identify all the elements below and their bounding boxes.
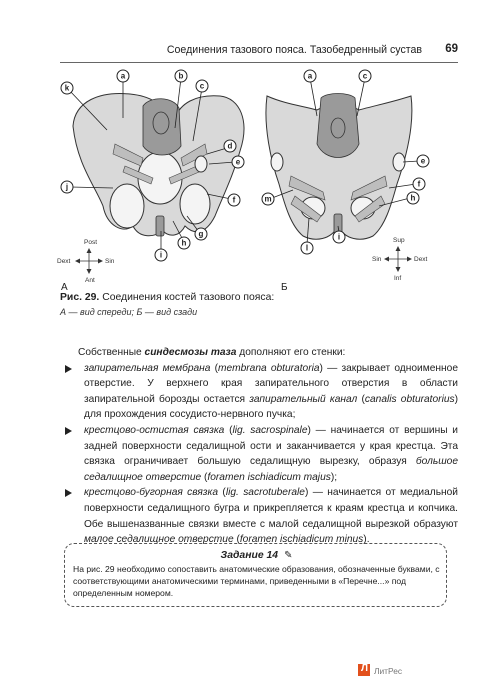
- callout-f-front-text: f: [232, 195, 236, 205]
- callout-a-back-text: a: [307, 71, 313, 81]
- term-syndesmoses: синдесмозы таза: [144, 347, 237, 358]
- orient-front-down: Ant: [85, 277, 95, 284]
- orient-back-up: Sup: [393, 237, 405, 244]
- intro-paragraph: Собственные синдесмозы таза дополняют его стенки:: [78, 347, 346, 358]
- orient-back-right: Dext: [414, 256, 428, 263]
- view-letter-a: А: [61, 282, 68, 291]
- figure-29: [55, 66, 455, 291]
- list-item-sacrospinous-ligament: крестцово-остистая связка (lig. sacrospinale) — начинается от вершины и задней поверхности седалищной ости и заканчивается у края крестца. Эта связка ограничивает большую седалищную вырезку, образуя большое седалищное отверстие (foramen ischiadicum majus);: [64, 423, 458, 485]
- callout-f-back-text: f: [417, 179, 421, 189]
- callout-g-front-text: g: [198, 229, 204, 239]
- callout-c-back-text: c: [362, 71, 368, 81]
- callout-h-front-text: h: [181, 238, 187, 248]
- body-text: [64, 345, 458, 548]
- caption-number: Рис. 29.: [60, 292, 100, 303]
- callout-m-back-text: m: [264, 194, 272, 204]
- callout-j-front-text: j: [65, 182, 69, 192]
- orient-back-left: Sin: [372, 256, 382, 263]
- callout-a-front-text: a: [120, 71, 126, 81]
- task-box: [64, 543, 447, 607]
- callout-c-front-text: c: [199, 81, 205, 91]
- caption-subtitle: А — вид спереди; Б — вид сзади: [60, 307, 198, 317]
- callout-e-back-text: e: [420, 156, 426, 166]
- orientation-back-view: [372, 237, 428, 282]
- callout-h-back-text: h: [410, 193, 416, 203]
- callout-e-front-text: e: [235, 157, 241, 167]
- caption-main: [60, 292, 460, 303]
- callout-i-back-text: i: [337, 232, 341, 242]
- orient-front-up: Post: [84, 239, 98, 246]
- running-head: [60, 40, 458, 63]
- task-text: На рис. 29 необходимо сопоставить анатомические образования, обозначенные буквами, с соответствующими анатомическими терминами, приведенными в «Перечне...» под определенным номером.: [73, 564, 440, 598]
- pencil-icon: ✎: [284, 550, 293, 561]
- view-letter-b: Б: [281, 282, 288, 291]
- list-item-obturator-membrane: запирательная мембрана (membrana obturatoria) — закрывает одноименное отверстие. У верхнего края запирательного отверстия в области запирательной борозды остается запирательный канал (canalis obturatorius) для прохождения сосудисто-нервного пучка;: [64, 361, 458, 423]
- running-title: Соединения тазового пояса. Тазобедренный сустав: [166, 44, 422, 56]
- pelvis-front-view: [73, 93, 244, 236]
- page-number: 69: [445, 43, 458, 55]
- callout-k-front-text: k: [64, 83, 70, 93]
- site-name: ЛитРес: [374, 666, 403, 676]
- ligament-list: [64, 361, 458, 548]
- callout-b-front-text: b: [178, 71, 184, 81]
- figure-caption: [60, 292, 460, 317]
- callout-l-back-text: l: [305, 243, 309, 253]
- callout-i-front-text: i: [159, 250, 163, 260]
- pelvis-back-view: [266, 94, 412, 240]
- caption-text: Соединения костей тазового пояса:: [102, 292, 275, 303]
- orient-front-right: Sin: [105, 258, 115, 265]
- callout-d-front-text: d: [227, 141, 233, 151]
- task-title: Задание 14 ✎: [220, 550, 293, 561]
- pelvis-illustration: [55, 66, 455, 291]
- orient-back-down: Inf: [394, 275, 402, 282]
- orientation-front-view: [57, 239, 115, 284]
- list-item-sacrotuberous-ligament: крестцово-бугорная связка (lig. sacrotuberale) — начинается от медиальной поверхности седалищного бугра и прикрепляется к краям крестца и копчика. Обе вышеназванные связки вместе с малой седалищной вырезкой образуют малое седалищное отверстие (foramen ischiadicum minus).: [64, 485, 458, 547]
- orient-front-left: Dext: [57, 258, 71, 265]
- litres-logo-icon: Л: [358, 664, 370, 676]
